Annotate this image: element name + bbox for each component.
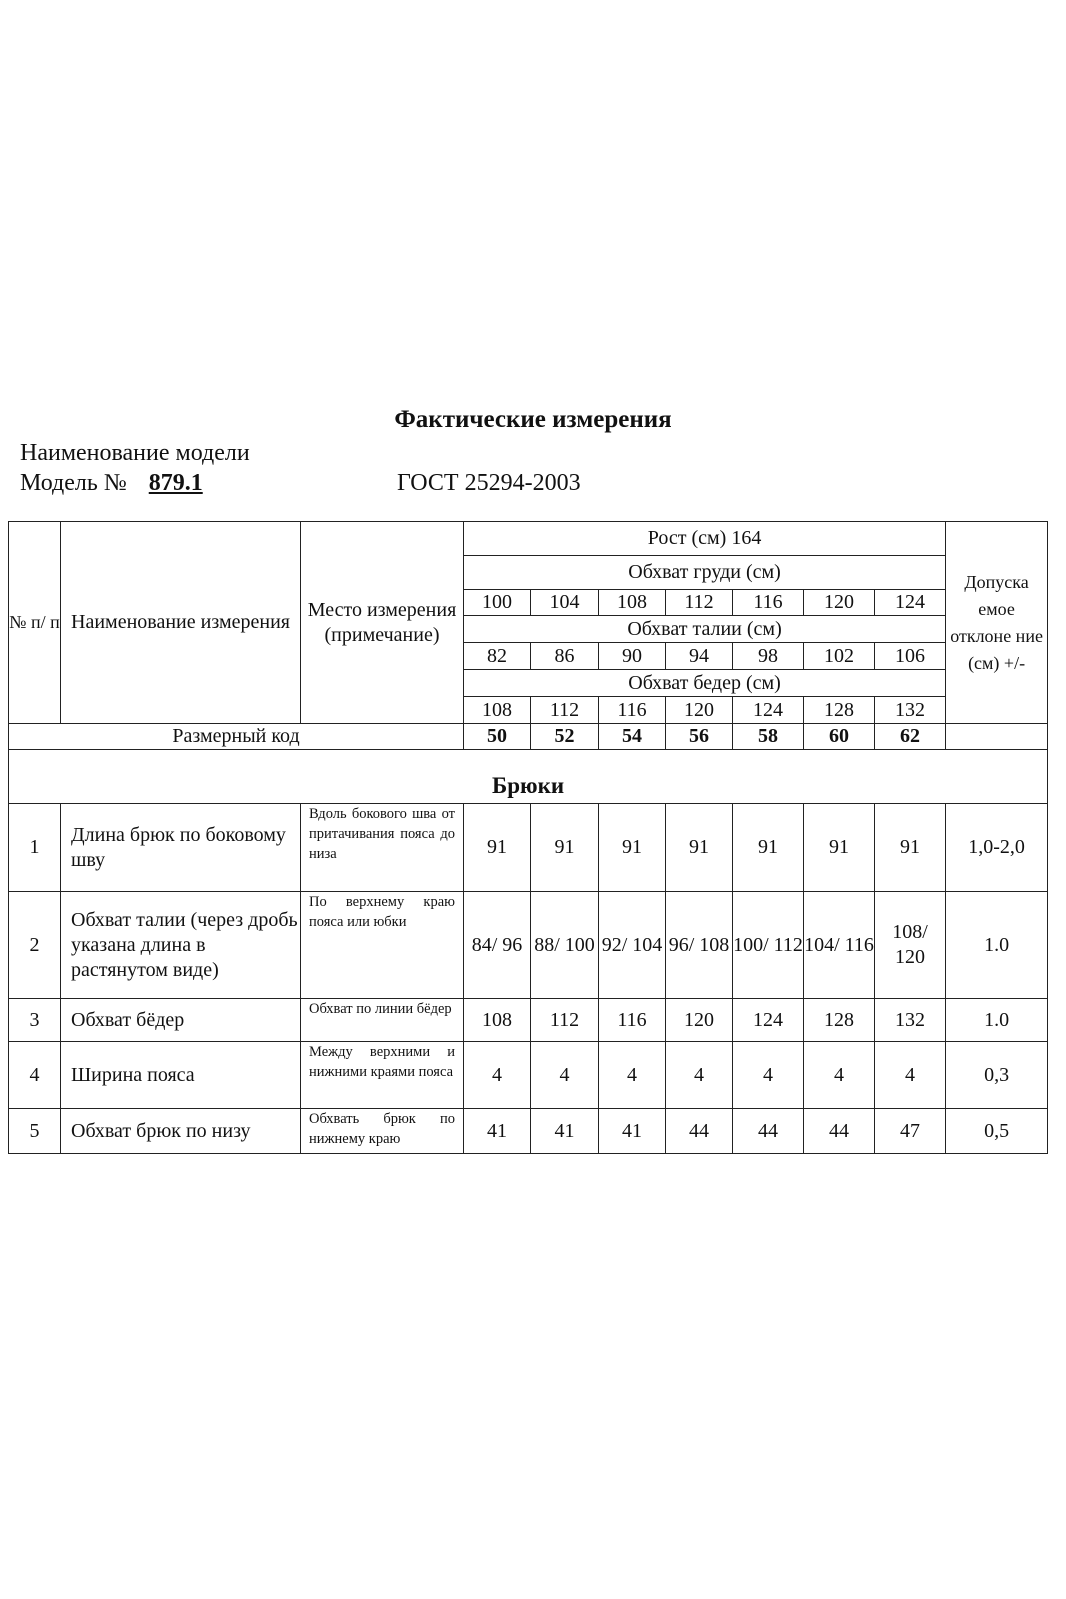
size-code-tolerance [946, 724, 1048, 750]
model-number: 879.1 [148, 470, 203, 496]
row-tolerance: 0,5 [946, 1109, 1048, 1154]
row-value: 112 [531, 999, 599, 1042]
row-value: 108/ 120 [875, 892, 946, 999]
row-value: 44 [804, 1109, 875, 1154]
model-line [20, 470, 261, 497]
row-value: 116 [599, 999, 666, 1042]
row-value: 88/ 100 [531, 892, 599, 999]
row-value: 4 [531, 1042, 599, 1109]
hips-value: 132 [875, 697, 946, 724]
row-num: 3 [9, 999, 61, 1042]
table-row [9, 999, 1048, 1042]
waist-header: Обхват талии (см) [464, 616, 946, 643]
row-value: 4 [464, 1042, 531, 1109]
row-value: 91 [875, 804, 946, 892]
row-value: 91 [464, 804, 531, 892]
chest-header: Обхват груди (см) [464, 556, 946, 590]
row-name: Обхват талии (через дробь указана длина в растянутом виде) [61, 892, 301, 999]
col-num-header: № п/ п [9, 522, 61, 724]
row-num: 4 [9, 1042, 61, 1109]
page-title: Фактические измерения [394, 406, 672, 433]
row-value: 124 [733, 999, 804, 1042]
size-code: 60 [804, 724, 875, 750]
chest-value: 116 [733, 590, 804, 616]
col-name-header: Наименование измерения [61, 522, 301, 724]
size-code: 58 [733, 724, 804, 750]
waist-value: 98 [733, 643, 804, 670]
row-value: 41 [531, 1109, 599, 1154]
size-code: 52 [531, 724, 599, 750]
col-place-header: Место измерения (примечание) [301, 522, 464, 724]
hips-value: 112 [531, 697, 599, 724]
row-name: Длина брюк по боковому шву [61, 804, 301, 892]
hips-header: Обхват бедер (см) [464, 670, 946, 697]
row-value: 84/ 96 [464, 892, 531, 999]
row-num: 1 [9, 804, 61, 892]
row-note: Между верхними и нижними краями пояса [301, 1042, 464, 1109]
waist-value: 102 [804, 643, 875, 670]
hips-value: 108 [464, 697, 531, 724]
size-code-row [9, 724, 1048, 750]
row-value: 4 [804, 1042, 875, 1109]
hips-value: 124 [733, 697, 804, 724]
row-note: По верхнему краю пояса или юбки [301, 892, 464, 999]
row-value: 100/ 112 [733, 892, 804, 999]
size-code: 56 [666, 724, 733, 750]
hips-value: 128 [804, 697, 875, 724]
row-value: 91 [804, 804, 875, 892]
table-row [9, 804, 1048, 892]
waist-value: 86 [531, 643, 599, 670]
size-code-label: Размерный код [9, 724, 464, 750]
row-tolerance: 0,3 [946, 1042, 1048, 1109]
row-value: 91 [531, 804, 599, 892]
row-value: 91 [733, 804, 804, 892]
waist-value: 94 [666, 643, 733, 670]
row-value: 132 [875, 999, 946, 1042]
table-row [9, 1042, 1048, 1109]
row-tolerance: 1.0 [946, 892, 1048, 999]
row-value: 4 [599, 1042, 666, 1109]
measurements-table [8, 521, 1048, 1154]
row-tolerance: 1.0 [946, 999, 1048, 1042]
row-value: 4 [875, 1042, 946, 1109]
row-name: Ширина пояса [61, 1042, 301, 1109]
chest-value: 112 [666, 590, 733, 616]
row-value: 92/ 104 [599, 892, 666, 999]
row-tolerance: 1,0-2,0 [946, 804, 1048, 892]
row-value: 44 [733, 1109, 804, 1154]
row-value: 4 [666, 1042, 733, 1109]
row-num: 5 [9, 1109, 61, 1154]
size-code: 54 [599, 724, 666, 750]
row-note: Обхват по линии бёдер [301, 999, 464, 1042]
chest-value: 108 [599, 590, 666, 616]
model-label: Модель № [20, 470, 127, 496]
size-code: 50 [464, 724, 531, 750]
row-value: 4 [733, 1042, 804, 1109]
row-name: Обхват брюк по низу [61, 1109, 301, 1154]
row-value: 128 [804, 999, 875, 1042]
row-value: 96/ 108 [666, 892, 733, 999]
row-value: 91 [599, 804, 666, 892]
chest-value: 120 [804, 590, 875, 616]
height-header: Рост (см) 164 [464, 522, 946, 556]
row-value: 47 [875, 1109, 946, 1154]
chest-value: 124 [875, 590, 946, 616]
table-row [9, 1109, 1048, 1154]
waist-value: 106 [875, 643, 946, 670]
waist-value: 90 [599, 643, 666, 670]
row-note: Обхвать брюк по нижнему краю [301, 1109, 464, 1154]
row-value: 91 [666, 804, 733, 892]
size-code: 62 [875, 724, 946, 750]
chest-value: 100 [464, 590, 531, 616]
hips-value: 120 [666, 697, 733, 724]
row-value: 104/ 116 [804, 892, 875, 999]
tolerance-header: Допуска емое отклоне ние (см) +/- [946, 522, 1048, 724]
hips-value: 116 [599, 697, 666, 724]
section-title: Брюки [9, 750, 1048, 804]
waist-value: 82 [464, 643, 531, 670]
gost-standard: ГОСТ 25294-2003 [397, 470, 581, 496]
model-name-label: Наименование модели [20, 440, 250, 466]
row-value: 41 [464, 1109, 531, 1154]
row-name: Обхват бёдер [61, 999, 301, 1042]
chest-value: 104 [531, 590, 599, 616]
table-row [9, 892, 1048, 999]
row-value: 120 [666, 999, 733, 1042]
row-value: 44 [666, 1109, 733, 1154]
row-note: Вдоль бокового шва от притачивания пояса до низа [301, 804, 464, 892]
row-value: 41 [599, 1109, 666, 1154]
row-value: 108 [464, 999, 531, 1042]
row-num: 2 [9, 892, 61, 999]
